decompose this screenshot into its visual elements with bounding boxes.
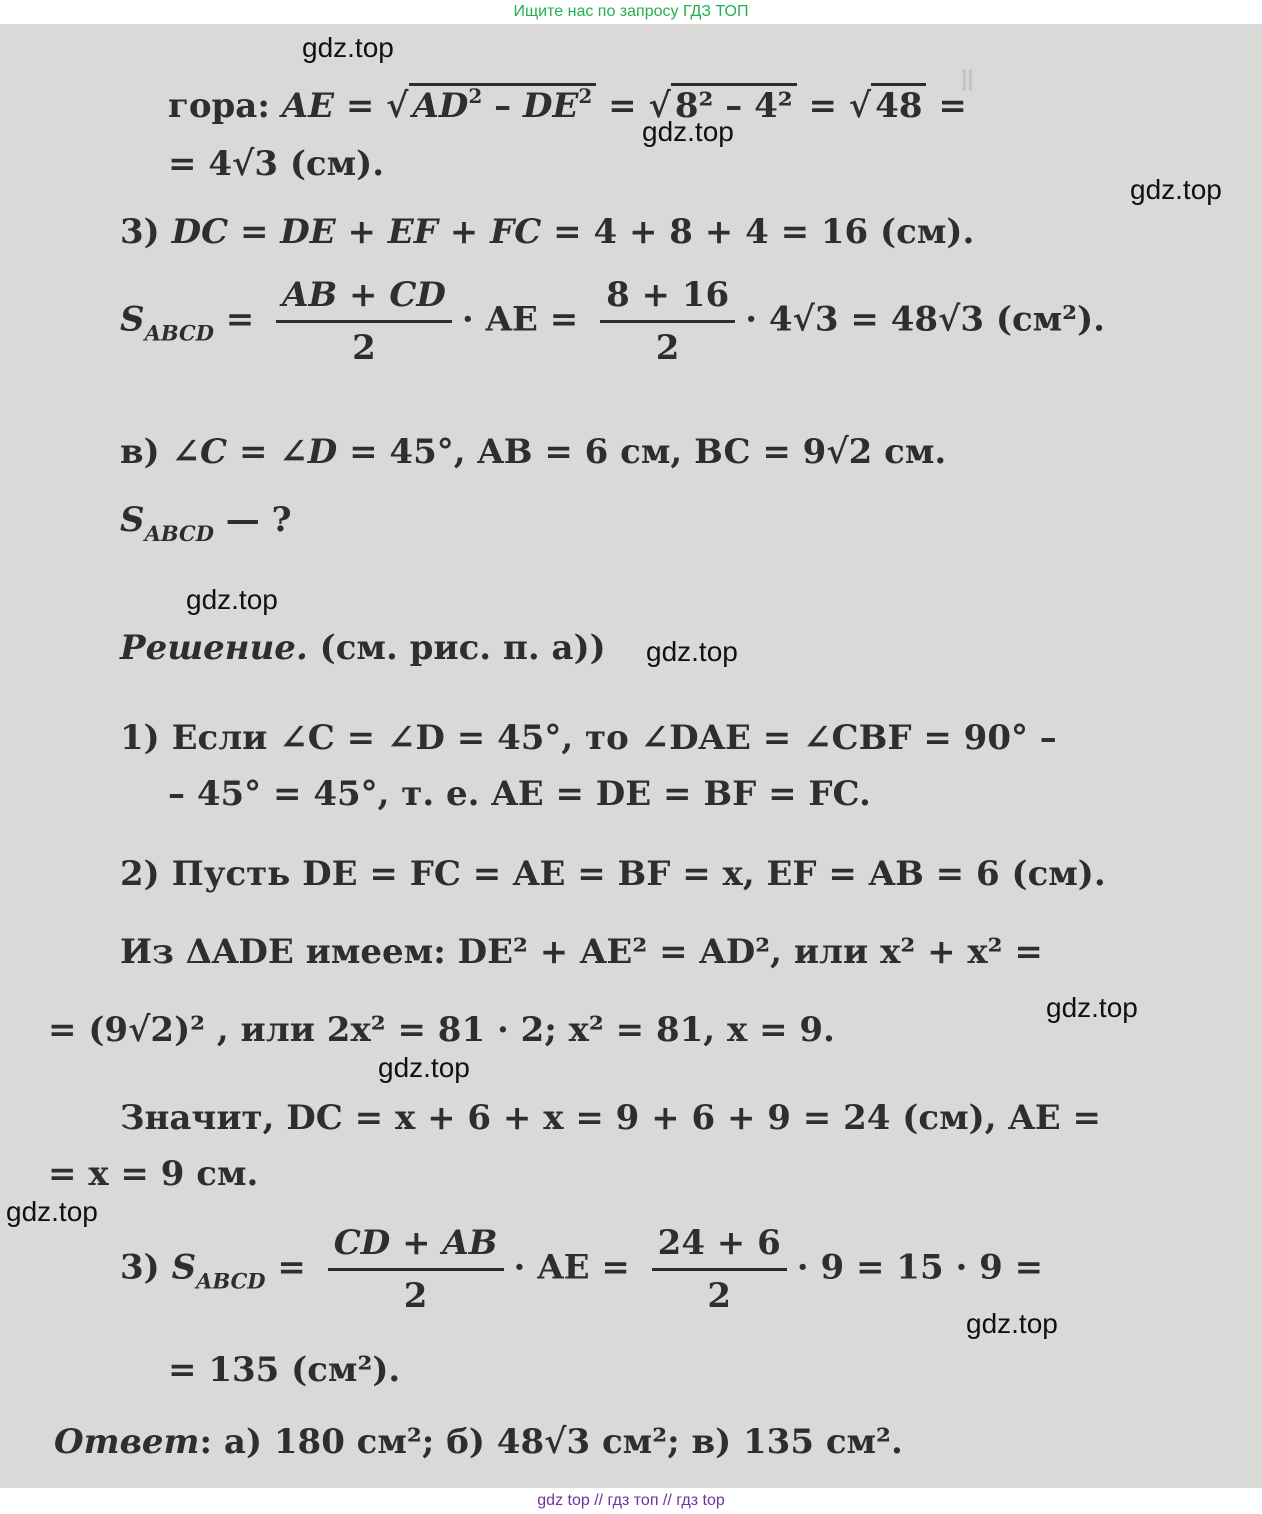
line-1 (168, 76, 967, 126)
line-11: Из ΔADE имеем: DE² + AE² = AD², или x² + x² = (120, 932, 1043, 972)
text: гора: (168, 86, 282, 126)
watermark: gdz.top (378, 1052, 470, 1083)
textbook-page (0, 24, 1262, 1488)
line-13: Значит, DC = x + 6 + x = 9 + 6 + 9 = 24 (см), AE = (120, 1098, 1101, 1138)
radical: $AD^2 - DE^2$ (409, 83, 597, 126)
math: = √ (596, 86, 671, 126)
math: AE (281, 86, 335, 126)
line-2: = 4√3 (см). (168, 144, 385, 184)
solution-heading: Решение. (см. рис. п. а)) (120, 628, 606, 668)
line-5: в) ∠C = ∠D = 45°, AB = 6 см, BC = 9√2 см. (120, 432, 947, 472)
line-3: 3) DC = DE + EF + FC = 4 + 8 + 4 = 16 (см). (120, 212, 975, 252)
math: = √ (334, 86, 409, 126)
radical: 48 (871, 83, 926, 126)
fraction: $\frac{8 + 16}{2}$ (600, 272, 735, 371)
fraction: $\frac{24 + 6}{2}$ (652, 1220, 787, 1319)
line-14: = x = 9 см. (48, 1154, 259, 1194)
line-4-area-formula: $S_{ABCD}$ = $\frac{AB + CD}{2}$ · AE = $\frac{8 + 16}{2}$ · 4√3 = 48√3 (см²). (120, 272, 1105, 371)
radical: 8² – 4² (671, 83, 797, 126)
watermark: gdz.top (646, 636, 738, 667)
watermark: gdz.top (186, 584, 278, 615)
fraction: $\frac{AB + CD}{2}$ (276, 272, 452, 371)
math: = √ (796, 86, 872, 126)
line-10: 2) Пусть DE = FC = AE = BF = x, EF = AB = 6 (см). (120, 854, 1106, 894)
bleed-through: Ⅱ (960, 65, 975, 98)
fraction: $\frac{CD + AB}{2}$ (328, 1220, 504, 1319)
watermark: gdz.top (6, 1196, 98, 1227)
math: = (926, 86, 967, 126)
line-15-area-formula: 3) $S_{ABCD}$ = $\frac{CD + AB}{2}$ · AE = $\frac{24 + 6}{2}$ · 9 = 15 · 9 = (120, 1220, 1043, 1319)
watermark: gdz.top (302, 32, 394, 63)
line-12: = (9√2)² , или 2x² = 81 · 2; x² = 81, x = 9. (48, 1010, 835, 1050)
top-banner[interactable]: Ищите нас по запросу ГДЗ ТОП (513, 3, 749, 20)
line-9: – 45° = 45°, т. е. AE = DE = BF = FC. (168, 774, 871, 814)
bottom-banner[interactable]: gdz top // гдз топ // гдз top (537, 1492, 725, 1509)
watermark: gdz.top (642, 116, 734, 147)
line-8: 1) Если ∠C = ∠D = 45°, то ∠DAE = ∠CBF = 90° – (120, 718, 1057, 758)
answer-line: Ответ: а) 180 см²; б) 48√3 см²; в) 135 см². (54, 1422, 903, 1462)
watermark: gdz.top (1046, 992, 1138, 1023)
line-6: $S_{ABCD}$ — ? (120, 500, 292, 546)
watermark: gdz.top (1130, 174, 1222, 205)
line-16: = 135 (см²). (168, 1350, 401, 1390)
watermark: gdz.top (966, 1308, 1058, 1339)
